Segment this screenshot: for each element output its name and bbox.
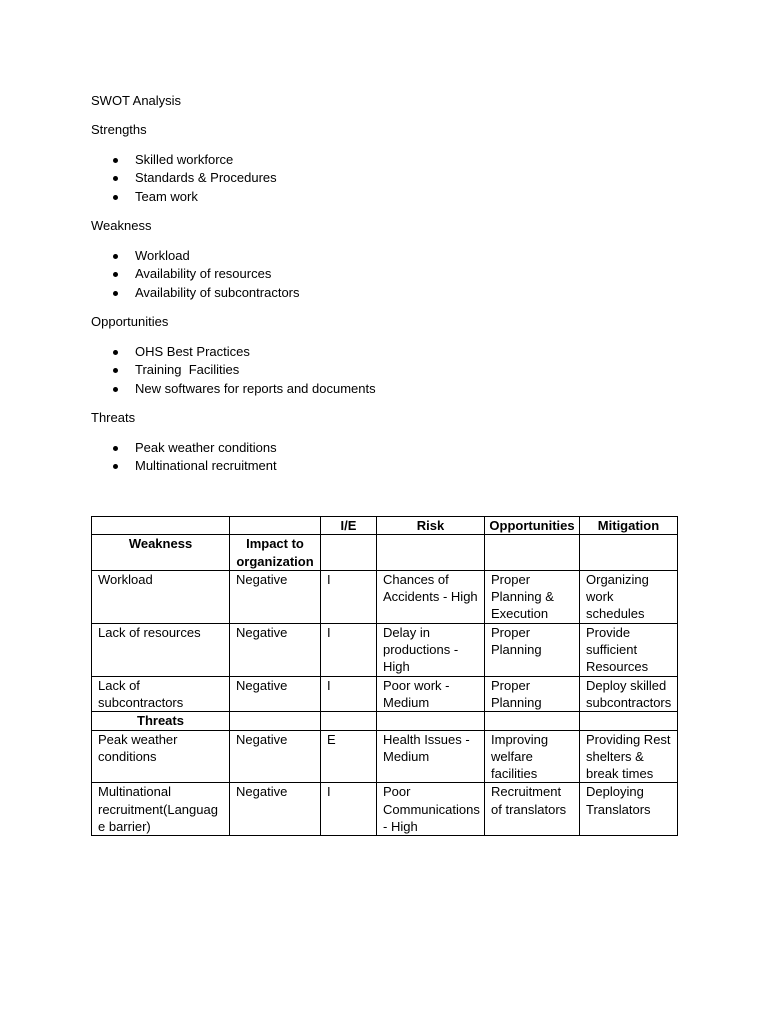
- cell-ie: [321, 623, 377, 676]
- cell-text: Threats: [137, 713, 184, 729]
- cell-text: Recruitment: [491, 784, 562, 800]
- cell-text: Multinational: [98, 784, 171, 800]
- cell-impact: [230, 712, 321, 730]
- cell-text: Proper: [491, 571, 531, 587]
- cell-item: [92, 676, 230, 712]
- cell-text: Communications: [383, 801, 480, 817]
- cell-ie: [321, 712, 377, 730]
- cell-text: Planning: [491, 694, 542, 710]
- cell-text: Negative: [236, 571, 288, 587]
- cell-item: [92, 535, 230, 571]
- threats-list: [91, 439, 691, 476]
- opportunities-list: [91, 343, 691, 399]
- cell-mitigation: [580, 676, 678, 712]
- list-item: Peak weather conditions: [91, 439, 691, 458]
- cell-text: Medium: [383, 748, 430, 764]
- cell-text: Negative: [236, 731, 288, 747]
- cell-impact: [230, 535, 321, 571]
- cell-mitigation: [580, 783, 678, 836]
- cell-text: Translators: [586, 801, 651, 817]
- cell-text: High: [383, 659, 410, 675]
- cell-text: E: [327, 731, 336, 747]
- list-item: Standards & Procedures: [91, 169, 691, 188]
- section-heading-opportunities: Opportunities: [91, 314, 169, 330]
- list-item: Training Facilities: [91, 361, 691, 380]
- cell-text: Delay in: [383, 624, 430, 640]
- cell-risk: [377, 783, 485, 836]
- cell-impact: [230, 570, 321, 623]
- cell-text: subcontractors: [586, 694, 672, 710]
- weakness-list: [91, 247, 691, 303]
- cell-ie: [321, 570, 377, 623]
- cell-ie: [321, 535, 377, 571]
- cell-text: - High: [383, 819, 418, 835]
- cell-text: Proper: [491, 624, 531, 640]
- cell-opportunities: [485, 535, 580, 571]
- section-heading-strengths: Strengths: [91, 122, 147, 138]
- cell-text: Organizing: [586, 571, 649, 587]
- list-item: New softwares for reports and documents: [91, 380, 691, 399]
- cell-impact: [230, 517, 321, 535]
- cell-mitigation: [580, 712, 678, 730]
- list-item: Skilled workforce: [91, 151, 691, 170]
- cell-text: Improving: [491, 731, 549, 747]
- cell-opportunities: [485, 570, 580, 623]
- cell-impact: [230, 676, 321, 712]
- cell-text: Impact to: [246, 536, 304, 552]
- cell-ie: [321, 517, 377, 535]
- cell-opportunities: [485, 676, 580, 712]
- cell-text: Chances of: [383, 571, 449, 587]
- cell-text: of translators: [491, 801, 567, 817]
- cell-text: Negative: [236, 624, 288, 640]
- cell-text: Deploy skilled: [586, 677, 667, 693]
- cell-mitigation: [580, 730, 678, 783]
- cell-ie: [321, 783, 377, 836]
- cell-text: shelters &: [586, 748, 644, 764]
- cell-text: welfare: [491, 748, 533, 764]
- cell-text: work: [586, 589, 614, 605]
- group-label-row: [92, 712, 678, 730]
- section-heading-threats: Threats: [91, 410, 136, 426]
- cell-mitigation: [580, 517, 678, 535]
- swot-outline: [91, 92, 691, 487]
- list-item: OHS Best Practices: [91, 343, 691, 362]
- cell-mitigation: [580, 570, 678, 623]
- cell-mitigation: [580, 535, 678, 571]
- cell-opportunities: [485, 730, 580, 783]
- cell-text: Lack of: [98, 677, 140, 693]
- cell-risk: [377, 623, 485, 676]
- cell-text: I/E: [340, 518, 357, 533]
- cell-text: Medium: [383, 694, 430, 710]
- cell-text: Workload: [98, 571, 153, 587]
- cell-text: Mitigation: [597, 518, 660, 533]
- cell-text: Provide: [586, 624, 631, 640]
- table-row: [92, 623, 678, 676]
- strengths-list: [91, 151, 691, 207]
- cell-text: I: [327, 571, 331, 587]
- cell-item: [92, 712, 230, 730]
- list-item: Team work: [91, 188, 691, 207]
- cell-text: Lack of resources: [98, 624, 201, 640]
- cell-text: organization: [236, 553, 314, 569]
- document-title: SWOT Analysis: [91, 93, 182, 108]
- table-row: [92, 570, 678, 623]
- cell-text: Proper: [491, 677, 531, 693]
- cell-text: Health Issues -: [383, 731, 470, 747]
- cell-opportunities: [485, 623, 580, 676]
- list-item: Workload: [91, 247, 691, 266]
- cell-impact: [230, 730, 321, 783]
- cell-text: conditions: [98, 748, 157, 764]
- cell-item: [92, 570, 230, 623]
- cell-text: subcontractors: [98, 694, 184, 710]
- cell-risk: [377, 535, 485, 571]
- cell-text: Negative: [236, 784, 288, 800]
- cell-item: [92, 517, 230, 535]
- cell-text: Weakness: [128, 536, 193, 552]
- cell-item: [92, 783, 230, 836]
- cell-opportunities: [485, 712, 580, 730]
- cell-text: Planning: [491, 642, 542, 658]
- cell-text: I: [327, 624, 331, 640]
- section-heading-weakness: Weakness: [91, 218, 152, 234]
- cell-text: I: [327, 677, 331, 693]
- cell-mitigation: [580, 623, 678, 676]
- cell-text: Resources: [586, 659, 649, 675]
- cell-impact: [230, 783, 321, 836]
- list-item: Availability of resources: [91, 265, 691, 284]
- cell-opportunities: [485, 783, 580, 836]
- cell-text: Negative: [236, 677, 288, 693]
- swot-risk-table: [91, 516, 678, 836]
- cell-ie: [321, 676, 377, 712]
- cell-risk: [377, 517, 485, 535]
- table-body: [92, 517, 678, 836]
- cell-text: Accidents - High: [383, 589, 478, 605]
- list-item: Availability of subcontractors: [91, 284, 691, 303]
- table-header-row: [92, 517, 678, 535]
- cell-risk: [377, 712, 485, 730]
- cell-text: Peak weather: [98, 731, 178, 747]
- cell-text: productions -: [383, 642, 459, 658]
- cell-item: [92, 730, 230, 783]
- group-label-row: [92, 535, 678, 571]
- cell-text: Providing Rest: [586, 731, 671, 747]
- cell-text: I: [327, 784, 331, 800]
- cell-text: Poor work -: [383, 677, 450, 693]
- cell-text: Poor: [383, 784, 411, 800]
- cell-risk: [377, 570, 485, 623]
- cell-text: recruitment(Languag: [98, 801, 218, 817]
- cell-risk: [377, 676, 485, 712]
- cell-ie: [321, 730, 377, 783]
- list-item: Multinational recruitment: [91, 457, 691, 476]
- table-row: [92, 730, 678, 783]
- cell-text: sufficient: [586, 642, 638, 658]
- cell-text: Risk: [416, 518, 445, 533]
- cell-opportunities: [485, 517, 580, 535]
- cell-text: Execution: [491, 606, 549, 622]
- cell-text: e barrier): [98, 819, 151, 835]
- cell-text: schedules: [586, 606, 645, 622]
- cell-impact: [230, 623, 321, 676]
- table-row: [92, 676, 678, 712]
- table-row: [92, 783, 678, 836]
- cell-text: facilities: [491, 766, 538, 782]
- cell-text: Deploying: [586, 784, 644, 800]
- cell-text: Planning &: [491, 589, 554, 605]
- cell-item: [92, 623, 230, 676]
- cell-text: Opportunities: [489, 518, 575, 533]
- cell-risk: [377, 730, 485, 783]
- cell-text: break times: [586, 766, 654, 782]
